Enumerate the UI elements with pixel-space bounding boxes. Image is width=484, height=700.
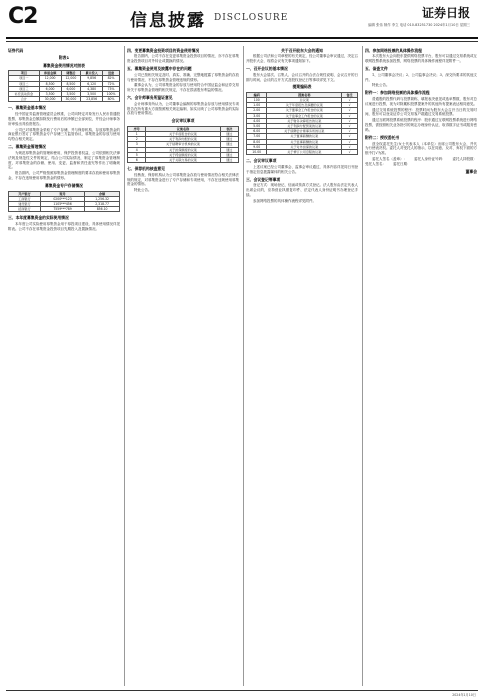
table-cell: 2,318.77 (85, 201, 120, 206)
table-cell: 4.00 (247, 118, 267, 123)
table-cell: 1 (128, 131, 146, 136)
section-heading: 五、备查文件 (365, 66, 388, 72)
paragraph: 会计师事务所认为，公司董事会编制的募集资金存放与使用情况专项报告在所有重大方面按照相关规定编制，如实反映了公司募集资金的实际存放与使用情况。 (127, 101, 239, 116)
paragraph: 通过交易系统投票的程序：投票时间为股东大会召开当日的交易时间，股东可以登录证券公司交易客户端通过交易系统投票。 (365, 107, 477, 117)
paragraph: 特此公告。 (372, 83, 390, 88)
column-divider (124, 46, 125, 686)
table-cell: 80% (103, 97, 120, 102)
column-1 (8, 46, 120, 686)
table-cell: 通过 (220, 142, 238, 147)
table-cell: 总议案 (267, 98, 342, 103)
paragraph: 参加网络投票的具体操作流程详见附件。 (253, 198, 316, 203)
table-cell: √ (342, 124, 358, 129)
table-cell: 3.00 (247, 113, 267, 118)
section-heading: 附件二：授权委托书 (365, 135, 400, 141)
table-cell: 关于对外担保的议案 (267, 144, 342, 149)
paragraph: 董事会认为，公司募集资金的存放与使用符合中国证监会和证券交易所关于募集资金管理的相关规定，不存在损害股东利益的情况。 (127, 83, 239, 93)
table-cell: √ (342, 118, 358, 123)
table-cell: 5 (128, 152, 146, 157)
proposal-table (246, 92, 358, 155)
section-heading: 七、保荐机构核查意见 (127, 166, 165, 172)
fund-usage-table (8, 70, 120, 102)
paragraph: 经核查，保荐机构认为公司募集资金存放与使用情况符合相关法律法规的规定，对募集资金进行了专户存储和专项使用，不存在违规使用募集资金的情形。 (127, 172, 239, 187)
resolution-table (127, 126, 239, 163)
table-cell: 通过 (220, 137, 238, 142)
table-title: 提案编码表 (292, 84, 312, 90)
footer-rule (6, 690, 478, 691)
table-cell: 6 (128, 158, 146, 163)
table-header: 提案名称 (267, 92, 342, 97)
table-cell: 8,500 (39, 81, 61, 86)
paragraph: 登记方式：现场登记、信函或传真方式登记。法人股东由法定代表人出席会议的，应持营业执照复印件、法定代表人身份证明书办理登记手续。 (246, 182, 358, 197)
table-cell: 82% (103, 76, 120, 81)
masthead-meta: 编辑 张伟 制作 李立 电话 010-83251730 2024年1月10日 星期三 (368, 23, 470, 27)
table-cell: 关于续聘审计机构的议案 (146, 142, 220, 147)
table-header: 账号 (40, 191, 84, 196)
table-cell: √ (342, 139, 358, 144)
table-subtitle: 募集资金使用情况对照表 (43, 62, 85, 68)
notice-title: 关于召开股东大会的通知 (281, 48, 323, 53)
paragraph: 委托人签名（盖章）： 委托人身份证号码： 委托人持股数： 受托人签名： 委托日期： (365, 157, 484, 167)
paragraph: 股东大会届次、召集人、会议召开的合法合规性说明、会议召开的日期与时间、会议的召开方式及股权登记日等事项详见下文。 (246, 72, 358, 82)
table-cell: 100 (247, 98, 267, 103)
table-cell: 关于年度报告及摘要的议案 (267, 103, 342, 108)
table-row (9, 201, 120, 206)
table-cell: √ (342, 150, 358, 155)
paragraph: 根据公司法和公司章程的有关规定，经公司董事会审议通过，决定召开股东大会，现将会议有关事项通知如下。 (246, 54, 358, 64)
table-cell: 关于监事薪酬的议案 (267, 139, 342, 144)
table-title: 会议审议事项 (171, 118, 195, 124)
table-header: 编码 (247, 92, 267, 97)
table-cell: 通过 (220, 158, 238, 163)
masthead-rule-thin (6, 41, 478, 42)
page-number: C2 (8, 4, 38, 29)
article-columns (8, 46, 484, 686)
table-cell: 项目二 (9, 81, 40, 86)
section-heading: 六、会计师事务所鉴证意见 (127, 95, 173, 101)
table-header: 项目 (9, 71, 40, 76)
column-divider (243, 46, 244, 686)
paragraph: 报告期内，公司严格按照募集资金管理制度的要求存放和使用募集资金，不存在违规使用募集资金的情形。 (8, 171, 120, 181)
table-cell: 关于利润分配预案的议案 (267, 124, 342, 129)
table-cell: 6,000 (61, 86, 81, 91)
section-heading: 二、会议审议事项 (246, 158, 277, 164)
table-cell: 1.00 (247, 103, 267, 108)
table-cell: 100% (103, 92, 120, 97)
section-heading: 四、参加网络投票的具体操作流程 (365, 48, 422, 53)
table-cell: 8,500 (61, 81, 81, 86)
table-cell: 10.00 (247, 150, 267, 155)
table-cell: 关于利润分配的议案 (146, 137, 220, 142)
table-cell: 1105***456 (40, 201, 84, 206)
table-cell: 23,856 (81, 97, 103, 102)
intro-label: 证券代码 (8, 48, 24, 53)
table-cell: 通过 (220, 131, 238, 136)
table-cell: 1,256.32 (85, 196, 120, 201)
column-4 (365, 46, 484, 686)
table-header: 进度 (103, 71, 120, 76)
table-cell: 7.00 (247, 134, 267, 139)
paragraph: 上述议案已经公司董事会、监事会审议通过，具体内容详见同日刊登于指定信息披露媒体的相关公告。 (246, 164, 358, 174)
table-header: 调整后 (61, 71, 81, 76)
table-cell: 3 (128, 142, 146, 147)
paragraph: 兹全权委托先生/女士代表本人（本单位）出席公司股东大会，并代为行使表决权。委托人对受托人的指示，以在同意、反对、弃权下面的方框中打√为准。 (365, 141, 477, 156)
account-table (8, 191, 120, 213)
table-cell: 12,000 (61, 76, 81, 81)
table-cell: 3,500 (61, 92, 81, 97)
table-cell: 关于监事会工作报告的议案 (267, 113, 342, 118)
table-cell: √ (342, 108, 358, 113)
table-header: 开户银行 (9, 191, 41, 196)
paragraph: 特此公告。 (134, 188, 152, 193)
section-heading: 二、募集资金管理情况 (8, 144, 46, 150)
table-cell: 9,856 (81, 76, 103, 81)
table-row (9, 207, 120, 212)
section-title-en: DISCLOSURE (214, 13, 289, 23)
table-row (9, 196, 120, 201)
table-cell: 8.00 (247, 139, 267, 144)
table-cell: 3,500 (81, 92, 103, 97)
section-heading: 三、本年度募集资金的实际使用情况 (8, 215, 69, 221)
column-divider (362, 46, 363, 686)
table-header: 余额 (85, 191, 120, 196)
table-cell: √ (342, 129, 358, 134)
paragraph: 本次股东大会向股东提供网络投票平台，股东可以通过交易系统或互联网投票系统参加投票，网络投票的具体操作流程详见附件一。 (365, 54, 477, 64)
paragraph: 为规范募集资金的管理和使用，保护投资者权益，公司依照相关法律法规及规范性文件的规定，结合公司实际情况，制定了募集资金管理制度，对募集资金的存储、使用、变更、监督和责任追究等作出了明确规定。 (8, 150, 120, 170)
table-cell: 0200***123 (40, 196, 84, 201)
column-2 (127, 46, 239, 686)
table-cell: 通过 (220, 147, 238, 152)
masthead-rule (6, 37, 478, 39)
paragraph: 通过互联网投票系统投票的程序：股东通过互联网投票系统进行网络投票，需按照相关业务指引的规定办理身份认证，取得数字证书或服务密码。 (365, 118, 477, 133)
table-cell: 6.00 (247, 129, 267, 134)
paragraph: 公司已按相关规定及时、真实、准确、完整地披露了募集资金的存放与使用情况，不存在募集资金管理违规的情形。 (127, 72, 239, 82)
table-cell: √ (342, 103, 358, 108)
table-cell: 工商银行 (9, 196, 41, 201)
table-cell: 12,000 (39, 76, 61, 81)
footer-date: 2024年1月10日 (452, 693, 476, 697)
table-cell: √ (342, 144, 358, 149)
table-cell: 2.00 (247, 108, 267, 113)
paragraph: 普通股的投票代码与投票简称，填报表决意见或选举票数，股东对总议案进行投票，视为对除累积投票提案外的其他所有提案表达相同意见。 (365, 96, 477, 106)
table-cell: 3,500 (39, 92, 61, 97)
column-3 (246, 46, 358, 686)
table-cell: 项目一 (9, 76, 40, 81)
table-cell: 6,120 (81, 81, 103, 86)
table-title: 募集资金专户存储情况 (45, 183, 83, 189)
table-cell: 关于财务决算报告的议案 (267, 118, 342, 123)
table-cell: 关于修订公司章程的议案 (267, 150, 342, 155)
section-heading: 五、募集资金使用及披露中存在的问题 (127, 66, 192, 72)
table-cell: 6,000 (39, 86, 61, 91)
table-cell: 合计 (9, 97, 40, 102)
section-heading: 一、召开会议的基本情况 (246, 66, 288, 72)
table-header: 备注 (342, 92, 358, 97)
table-cell: 关于担保额度的议案 (146, 147, 220, 152)
table-cell: √ (342, 98, 358, 103)
paragraph: 经中国证券监督管理委员会核准，公司向特定对象发行人民币普通股股票，募集资金总额扣除发行费用后的净额已全部到位，并经会计师事务所审验出具验资报告。 (8, 111, 120, 126)
table-cell: 856.10 (85, 207, 120, 212)
table-cell: 关于年度报告的议案 (146, 131, 220, 136)
table-cell: 4 (128, 147, 146, 152)
table-row (9, 97, 120, 102)
table-header: 议案名称 (146, 126, 220, 131)
paragraph: 本年度公司实际使用募集资金用于募投项目建设，具体使用情况详见附表。公司不存在募集资金投资项目先期投入及置换情况。 (8, 221, 120, 231)
table-header: 累计投入 (81, 71, 103, 76)
table-header: 表决 (220, 126, 238, 131)
table-cell: 招商银行 (9, 207, 41, 212)
table-cell: 9.00 (247, 144, 267, 149)
table-cell: 补充流动资金 (9, 92, 40, 97)
table-cell: √ (342, 134, 358, 139)
table-cell: √ (342, 113, 358, 118)
table-cell: 关于关联交易的议案 (146, 158, 220, 163)
table-cell: 建设银行 (9, 201, 41, 206)
signature: 董事会 (465, 169, 477, 175)
table-cell: 关于授信额度的议案 (146, 152, 220, 157)
section-heading: 附件一：参加网络投票的具体操作流程 (365, 90, 430, 96)
table-cell: 7559***789 (40, 207, 84, 212)
table-row (247, 150, 358, 155)
table-cell: 30,000 (61, 97, 81, 102)
table-cell: 72% (103, 81, 120, 86)
table-title: 附表1 (58, 55, 70, 61)
table-cell: 关于董事薪酬的议案 (267, 134, 342, 139)
table-cell: 关于续聘会计师事务所的议案 (267, 129, 342, 134)
section-heading: 四、变更募集资金投资项目的资金使用情况 (127, 48, 200, 53)
table-cell: 项目三 (9, 86, 40, 91)
section-heading: 三、会议登记等事项 (246, 176, 281, 182)
table-cell: 通过 (220, 152, 238, 157)
paragraph: 报告期内，公司不存在变更募集资金投资项目的情况，亦不存在募集资金投资项目对外转让或置换的情况。 (127, 54, 239, 64)
table-row (128, 158, 239, 163)
paragraph: 1、公司董事会决议；2、公司监事会决议；3、深交所要求的其他文件。 (365, 72, 477, 82)
newspaper-brand: 证券日报 (421, 6, 470, 20)
table-cell: 4,380 (81, 86, 103, 91)
table-header: 序号 (128, 126, 146, 131)
paragraph: 公司已对募集资金采取了专户存储，并与保荐机构、存放募集资金的商业银行签订了募集资金专户存储三方监管协议，募集资金的存放与使用均符合相关规定。 (8, 127, 120, 142)
section-heading: 一、募集资金基本情况 (8, 105, 46, 111)
masthead (0, 0, 484, 40)
table-header: 承诺金额 (39, 71, 61, 76)
table-cell: 2 (128, 137, 146, 142)
table-cell: 30,000 (39, 97, 61, 102)
table-cell: 73% (103, 86, 120, 91)
table-cell: 5.00 (247, 124, 267, 129)
section-title: 信息披露 (130, 11, 206, 31)
table-cell: 关于董事会工作报告的议案 (267, 108, 342, 113)
